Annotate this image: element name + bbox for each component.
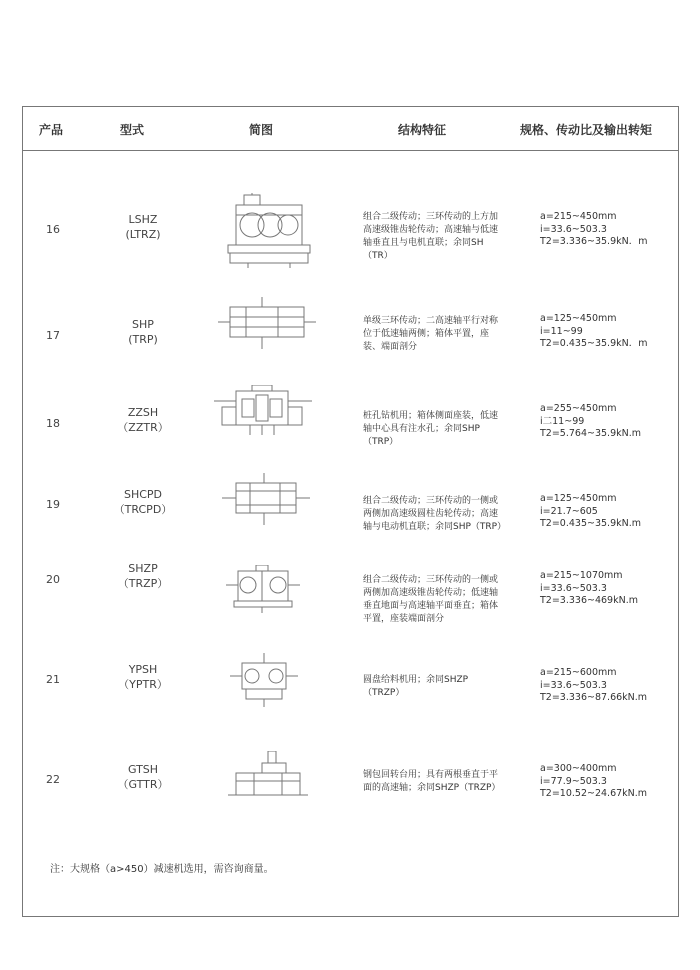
header-features: 结构特征 [398,123,447,137]
row-number: 19 [46,498,60,511]
header-diagram: 简图 [249,123,274,137]
specs: a=125~450mm i=21.7~605 T2=0.435~35.9kN.m [540,493,641,529]
row-number: 21 [46,673,60,686]
specs: a=255~450mm i二11~99 T2=5.764~35.9kN.m [540,403,641,439]
row-number: 16 [46,223,60,236]
table-header [23,107,678,151]
reducer-diagram [208,653,318,709]
specs: a=300~400mm i=77.9~503.3 T2=10.52~24.67kN.m [540,763,648,799]
spec-table [22,106,679,917]
header-model: 型式 [120,123,145,137]
structure-features: 组合二级传动；三环传动的上方加高速级锥齿轮传动；高速轴与低速轴垂直且与电机直联；余同SH（TR） [363,212,499,261]
row-number: 20 [46,573,60,586]
model-name: SHZP （TRZP） [117,562,169,590]
reducer-diagram [208,385,318,441]
model-name: SHCPD （TRCPD） [113,488,173,516]
structure-features: 单级三环传动；二高速轴平行对称位于低速轴两侧；箱体平置，座装、端面剖分 [363,316,499,352]
model-name: ZZSH （ZZTR） [117,406,169,434]
reducer-diagram [208,297,318,353]
footnote: 注：大规格（a>450）减速机选用，需咨询商量。 [50,864,274,875]
specs: a=215~1070mm i=33.6~503.3 T2=3.336~469kN.m [540,570,638,606]
structure-features: 钢包回转台用；具有两根垂直于平面的高速轴；余同SHZP（TRZP） [363,770,501,793]
header-product: 产品 [39,123,64,137]
structure-features: 桩孔钻机用；箱体侧面座装，低速轴中心具有注水孔；余同SHP（TRP） [363,411,499,447]
row-number: 22 [46,773,60,786]
reducer-diagram [208,565,318,615]
row-number: 18 [46,417,60,430]
specs: a=215~450mm i=33.6~503.3 T2=3.336~35.9kN．m [540,211,648,247]
row-number: 17 [46,329,60,342]
model-name: GTSH （GTTR） [117,763,169,791]
model-name: LSHZ (LTRZ) [125,213,161,241]
reducer-diagram [208,473,318,529]
specs: a=215~600mm i=33.6~503.3 T2=3.336~87.66kN.m [540,667,648,703]
specs: a=125~450mm i=11~99 T2=0.435~35.9kN．m [540,313,648,349]
model-name: SHP (TRP) [128,318,158,346]
structure-features: 圆盘给料机用；余同SHZP（TRZP） [363,675,469,698]
header-specs: 规格、传动比及输出转矩 [520,123,653,137]
reducer-diagram [208,193,318,269]
structure-features: 组合二级传动；三环传动的一侧或两侧加高速级锥齿轮传动；低速轴垂直地面与高速轴平面垂直；箱体平置，座装端面剖分 [363,575,499,624]
model-name: YPSH （YPTR） [118,663,168,691]
reducer-diagram [208,751,318,803]
structure-features: 组合二级传动；三环传动的一侧或两侧加高速级圆柱齿轮传动；高速轴与电动机直联；余同SHP（TRP） [363,496,507,532]
